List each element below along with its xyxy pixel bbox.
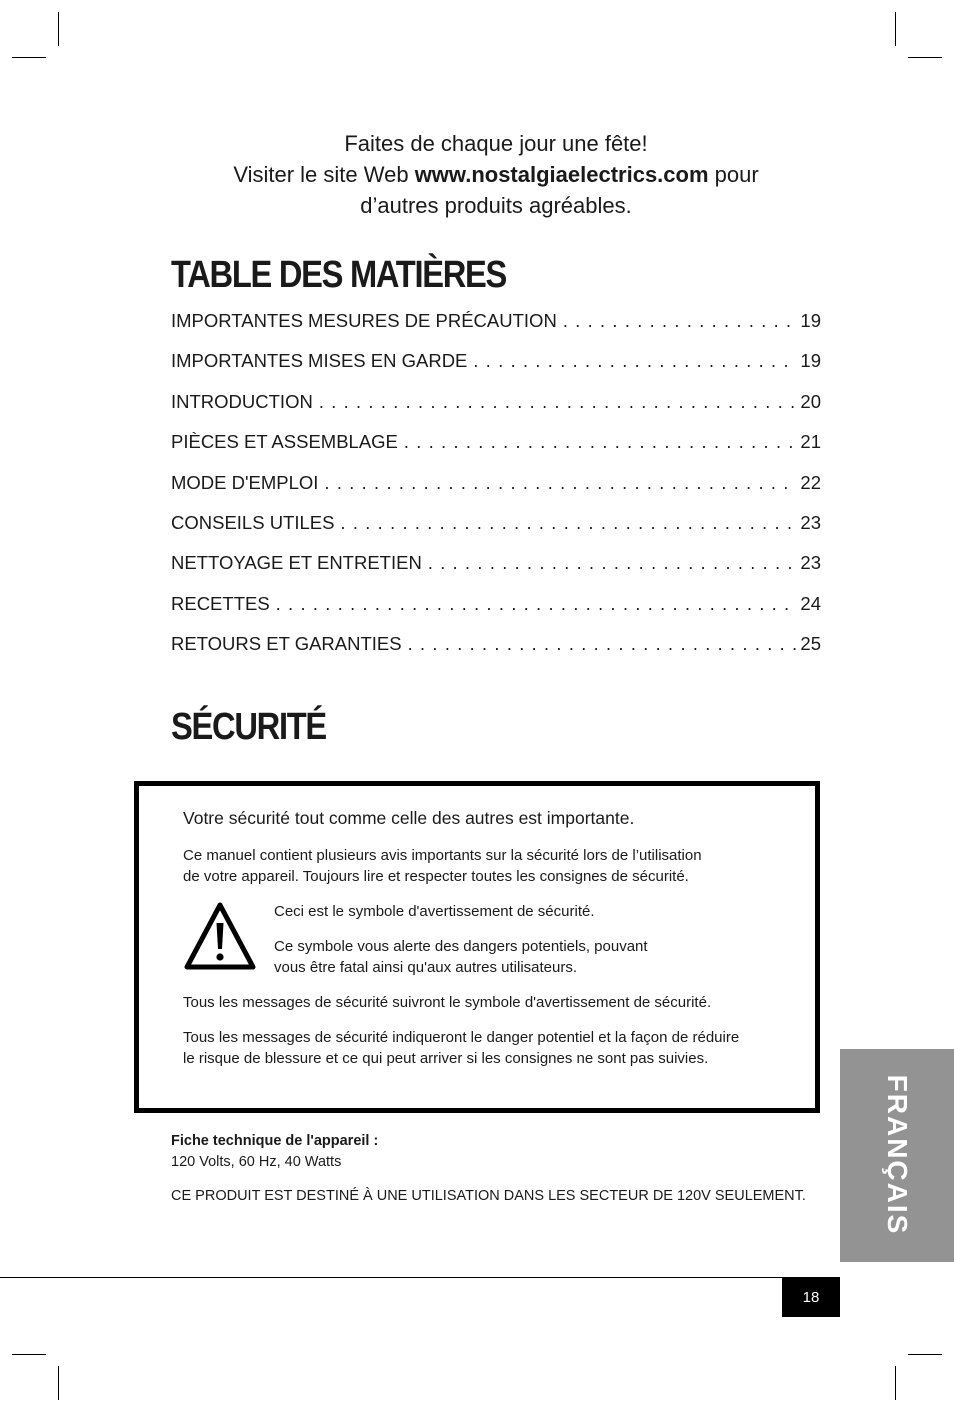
toc-entry-page: 19 [800, 310, 821, 331]
crop-mark [908, 57, 942, 58]
toc-entry-label: CONSEILS UTILES [171, 511, 335, 533]
toc-entry[interactable] [171, 633, 821, 673]
page-number: 18 [782, 1278, 840, 1317]
language-label: FRANÇAIS [882, 1074, 913, 1236]
toc-entry-label: MODE D'EMPLOI [171, 471, 319, 493]
toc-entry-page: 19 [800, 350, 821, 372]
toc-leader-dots [276, 594, 797, 615]
toc-entry[interactable] [171, 310, 821, 350]
toc-entry-page: 20 [800, 390, 821, 412]
toc-entry[interactable] [171, 431, 821, 471]
crop-mark [58, 1366, 59, 1400]
toc-entry-page: 21 [800, 431, 821, 453]
toc-leader-dots [404, 432, 797, 453]
toc-entry-label: IMPORTANTES MESURES DE PRÉCAUTION [171, 310, 557, 331]
toc-entry[interactable] [171, 512, 821, 552]
footer-divider [0, 1277, 840, 1278]
toc-entry-label: NETTOYAGE ET ENTRETIEN [171, 552, 422, 574]
toc-leader-dots [473, 351, 796, 372]
toc-leader-dots [324, 473, 796, 494]
safety-paragraph: Tous les messages de sécurité suivront le symbole d'avertissement de sécurité. [183, 994, 712, 1011]
toc-entry-page: 24 [800, 592, 821, 614]
toc-entry[interactable] [171, 350, 821, 390]
spec-note: CE PRODUIT EST DESTINÉ À UNE UTILISATION DANS LES SECTEUR DE 120V SEULEMENT. [171, 1188, 806, 1204]
safety-paragraph: Ce manuel contient plusieurs avis importants sur la sécurité lors de l’utilisation de votre appareil. Toujours lire et respecter toutes les consignes de sécurité. [183, 847, 702, 885]
crop-mark [12, 1354, 46, 1355]
safety-lead: Votre sécurité tout comme celle des autres est importante. [183, 808, 635, 828]
intro-text [0, 128, 954, 221]
safety-title: SÉCURITÉ [171, 706, 326, 748]
symbol-description: Ce symbole vous alerte des dangers potentiels, pouvant vous être fatal ainsi qu'aux autres utilisateurs. [274, 938, 648, 976]
toc-leader-dots [408, 634, 797, 655]
toc-entry[interactable] [171, 593, 821, 633]
crop-mark [58, 12, 59, 46]
toc-entry-page: 23 [800, 552, 821, 574]
website-link[interactable]: www.nostalgiaelectrics.com [414, 162, 709, 187]
toc-entry-label: RECETTES [171, 592, 270, 614]
toc-leader-dots [319, 392, 797, 413]
warning-triangle-icon [184, 901, 256, 971]
toc-entry-label: INTRODUCTION [171, 390, 313, 412]
toc-entry-page: 25 [800, 633, 821, 655]
crop-mark [895, 12, 896, 46]
toc-leader-dots [428, 553, 797, 574]
intro-line-3: d’autres produits agréables. [360, 193, 632, 218]
toc-entry-label: RETOURS ET GARANTIES [171, 633, 402, 655]
toc-entry[interactable] [171, 391, 821, 431]
toc-entry-label: PIÈCES ET ASSEMBLAGE [171, 431, 398, 453]
toc-entry-page: 23 [800, 511, 821, 533]
safety-box [134, 781, 820, 1113]
toc-leader-dots [340, 513, 796, 534]
crop-mark [895, 1366, 896, 1400]
spec-title: Fiche technique de l'appareil : [171, 1133, 379, 1149]
crop-mark [12, 57, 46, 58]
crop-mark [908, 1354, 942, 1355]
safety-paragraph: Tous les messages de sécurité indiqueront le danger potentiel et la façon de réduire le risque de blessure et ce qui peut arriver si les consignes ne sont pas suivies. [183, 1029, 740, 1067]
toc-entry[interactable] [171, 472, 821, 512]
intro-line-2: Visiter le site Web www.nostalgiaelectrics.com pour [233, 162, 759, 187]
symbol-line: Ceci est le symbole d'avertissement de sécurité. [274, 903, 595, 920]
toc-entry-label: IMPORTANTES MISES EN GARDE [171, 350, 468, 372]
spec-value: 120 Volts, 60 Hz, 40 Watts [171, 1154, 342, 1170]
toc-leader-dots [563, 311, 797, 332]
toc-title: TABLE DES MATIÈRES [171, 254, 507, 296]
language-tab [840, 1049, 954, 1262]
toc-entry-page: 22 [800, 471, 821, 493]
intro-line-1: Faites de chaque jour une fête! [344, 131, 648, 156]
table-of-contents [171, 310, 821, 674]
toc-entry[interactable] [171, 552, 821, 592]
